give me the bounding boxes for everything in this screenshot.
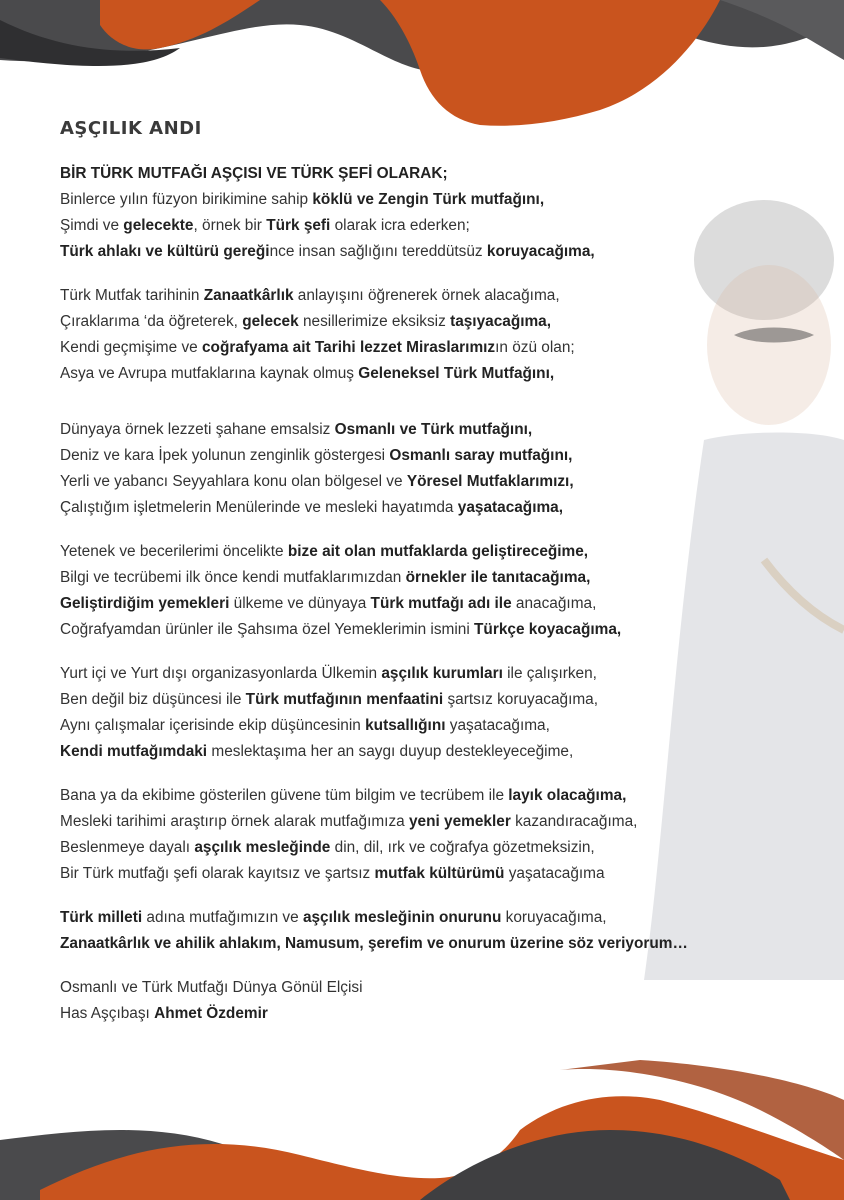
oath-line xyxy=(60,1001,830,1027)
emphasis-text: yeni yemekler xyxy=(408,813,511,830)
oath-line xyxy=(60,835,830,861)
emphasis-text: Zanaatkârlık xyxy=(203,287,294,304)
body-text: koruyacağıma, xyxy=(501,909,607,926)
oath-line xyxy=(60,335,830,361)
oath-line xyxy=(60,739,830,765)
emphasis-text: taşıyacağıma, xyxy=(450,313,552,330)
oath-stanza xyxy=(60,283,830,387)
oath-line xyxy=(60,591,830,617)
body-text: olarak icra ederken; xyxy=(330,217,470,234)
oath-line xyxy=(60,187,830,213)
body-text: Has Aşçıbaşı xyxy=(60,1005,155,1022)
body-text: , örnek bir xyxy=(193,217,267,234)
oath-stanza xyxy=(60,783,830,887)
body-text: şartsız koruyacağıma, xyxy=(443,691,599,708)
oath-line xyxy=(60,975,830,1001)
oath-line xyxy=(60,809,830,835)
oath-line xyxy=(60,687,830,713)
body-text: meslektaşıma her an saygı duyup destekleyeceğime, xyxy=(207,743,574,760)
emphasis-text: örnekler ile tanıtacağıma, xyxy=(405,569,591,586)
emphasis-text: yaşatacağıma, xyxy=(457,499,564,516)
body-text: Türk Mutfak tarihinin xyxy=(60,287,204,304)
body-text: din, dil, ırk ve coğrafya gözetmeksizin, xyxy=(330,839,595,856)
oath-line xyxy=(60,861,830,887)
body-text: Beslenmeye dayalı xyxy=(60,839,195,856)
oath-line xyxy=(60,495,830,521)
oath-body xyxy=(60,161,830,1027)
body-text: Çalıştığım işletmelerin Menülerinde ve mesleki hayatımda xyxy=(60,499,458,516)
body-text: Bilgi ve tecrübemi ilk önce kendi mutfaklarımızdan xyxy=(60,569,406,586)
body-text: anlayışını öğrenerek örnek alacağıma, xyxy=(293,287,560,304)
oath-line xyxy=(60,239,830,265)
emphasis-text: Osmanlı ve Türk mutfağını, xyxy=(334,421,533,438)
body-text: nesillerimize eksiksiz xyxy=(298,313,451,330)
body-text: Yetenek ve becerilerimi öncelikte xyxy=(60,543,288,560)
oath-stanza xyxy=(60,905,830,957)
oath-line xyxy=(60,213,830,239)
oath-line xyxy=(60,469,830,495)
emphasis-text: Türk ahlakı ve kültürü gereği xyxy=(60,243,270,260)
oath-stanza xyxy=(60,661,830,765)
body-text: adına mutfağımızın ve xyxy=(142,909,303,926)
emphasis-text: layık olacağıma, xyxy=(508,787,627,804)
oath-line xyxy=(60,713,830,739)
body-text: Bana ya da ekibime gösterilen güvene tüm bilgim ve tecrübem ile xyxy=(60,787,509,804)
body-text: kazandıracağıma, xyxy=(510,813,638,830)
body-text: ile çalışırken, xyxy=(502,665,597,682)
oath-line xyxy=(60,417,830,443)
oath-line xyxy=(60,309,830,335)
body-text: Binlerce yılın füzyon birikimine sahip xyxy=(60,191,313,208)
body-text: Mesleki tarihimi araştırıp örnek alarak mutfağımıza xyxy=(60,813,409,830)
body-text: Ben değil biz düşüncesi ile xyxy=(60,691,246,708)
emphasis-text: BİR TÜRK MUTFAĞI AŞÇISI VE TÜRK ŞEFİ OLARAK; xyxy=(60,165,448,182)
body-text: Aynı çalışmalar içerisinde ekip düşüncesinin xyxy=(60,717,366,734)
oath-line xyxy=(60,283,830,309)
emphasis-text: kutsallığını xyxy=(365,717,446,734)
emphasis-text: gelecekte xyxy=(123,217,194,234)
emphasis-text: koruyacağıma, xyxy=(486,243,595,260)
oath-stanza xyxy=(60,161,830,265)
body-text: yaşatacağıma xyxy=(504,865,605,882)
emphasis-text: Geliştirdiğim yemekleri xyxy=(60,595,230,612)
oath-stanza xyxy=(60,539,830,643)
oath-stanza xyxy=(60,417,830,521)
oath-line xyxy=(60,361,830,387)
emphasis-text: aşçılık mesleğinin onurunu xyxy=(302,909,502,926)
body-text: Dünyaya örnek lezzeti şahane emsalsiz xyxy=(60,421,335,438)
emphasis-text: coğrafyama ait Tarihi lezzet Miraslarımız xyxy=(202,339,496,356)
body-text: Asya ve Avrupa mutfaklarına kaynak olmuş xyxy=(60,365,359,382)
oath-line xyxy=(60,539,830,565)
body-text: Yerli ve yabancı Seyyahlara konu olan bölgesel ve xyxy=(60,473,407,490)
emphasis-text: Osmanlı saray mutfağını, xyxy=(389,447,573,464)
body-text: Bir Türk mutfağı şefi olarak kayıtsız ve şartsız xyxy=(60,865,375,882)
oath-line xyxy=(60,931,830,957)
oath-document xyxy=(60,118,830,1045)
signature-block xyxy=(60,975,830,1027)
emphasis-text: Kendi mutfağımdaki xyxy=(60,743,208,760)
oath-line xyxy=(60,905,830,931)
body-text: anacağıma, xyxy=(511,595,597,612)
body-text: ülkeme ve dünyaya xyxy=(229,595,371,612)
emphasis-text: Türk milleti xyxy=(60,909,143,926)
oath-line xyxy=(60,783,830,809)
body-text: Osmanlı ve Türk Mutfağı Dünya Gönül Elçisi xyxy=(60,979,363,996)
emphasis-text: Türk mutfağı adı ile xyxy=(370,595,512,612)
emphasis-text: Zanaatkârlık ve ahilik ahlakım, Namusum, şerefim ve onurum üzerine söz veriyorum… xyxy=(60,935,688,952)
body-text: Deniz ve kara İpek yolunun zenginlik göstergesi xyxy=(60,447,390,464)
bottom-ribbon-decoration xyxy=(0,1060,844,1200)
body-text: Çıraklarıma ‘da öğreterek, xyxy=(60,313,243,330)
body-text: Coğrafyamdan ürünler ile Şahsıma özel Yemeklerimin ismini xyxy=(60,621,475,638)
emphasis-text: mutfak kültürümü xyxy=(374,865,505,882)
emphasis-text: Türk şefi xyxy=(266,217,331,234)
emphasis-text: Türkçe koyacağıma, xyxy=(474,621,622,638)
oath-line xyxy=(60,565,830,591)
body-text: nce insan sağlığını tereddütsüz xyxy=(269,243,487,260)
emphasis-text: Ahmet Özdemir xyxy=(154,1005,268,1022)
emphasis-text: köklü ve Zengin Türk mutfağını, xyxy=(312,191,545,208)
body-text: yaşatacağıma, xyxy=(445,717,550,734)
oath-line xyxy=(60,161,830,187)
body-text: Yurt içi ve Yurt dışı organizasyonlarda Ülkemin xyxy=(60,665,382,682)
oath-line xyxy=(60,661,830,687)
page-title: AŞÇILIK ANDI xyxy=(60,118,202,139)
emphasis-text: aşçılık mesleğinde xyxy=(194,839,331,856)
body-text: Kendi geçmişime ve xyxy=(60,339,202,356)
oath-line xyxy=(60,617,830,643)
emphasis-text: Yöresel Mutfaklarımızı, xyxy=(406,473,574,490)
body-text: Şimdi ve xyxy=(60,217,124,234)
emphasis-text: Türk mutfağının menfaatini xyxy=(245,691,444,708)
emphasis-text: Geleneksel Türk Mutfağını, xyxy=(358,365,555,382)
oath-line xyxy=(60,443,830,469)
emphasis-text: aşçılık kurumları xyxy=(381,665,503,682)
body-text: ın özü olan; xyxy=(495,339,575,356)
emphasis-text: gelecek xyxy=(242,313,299,330)
emphasis-text: bize ait olan mutfaklarda geliştireceğime, xyxy=(287,543,589,560)
